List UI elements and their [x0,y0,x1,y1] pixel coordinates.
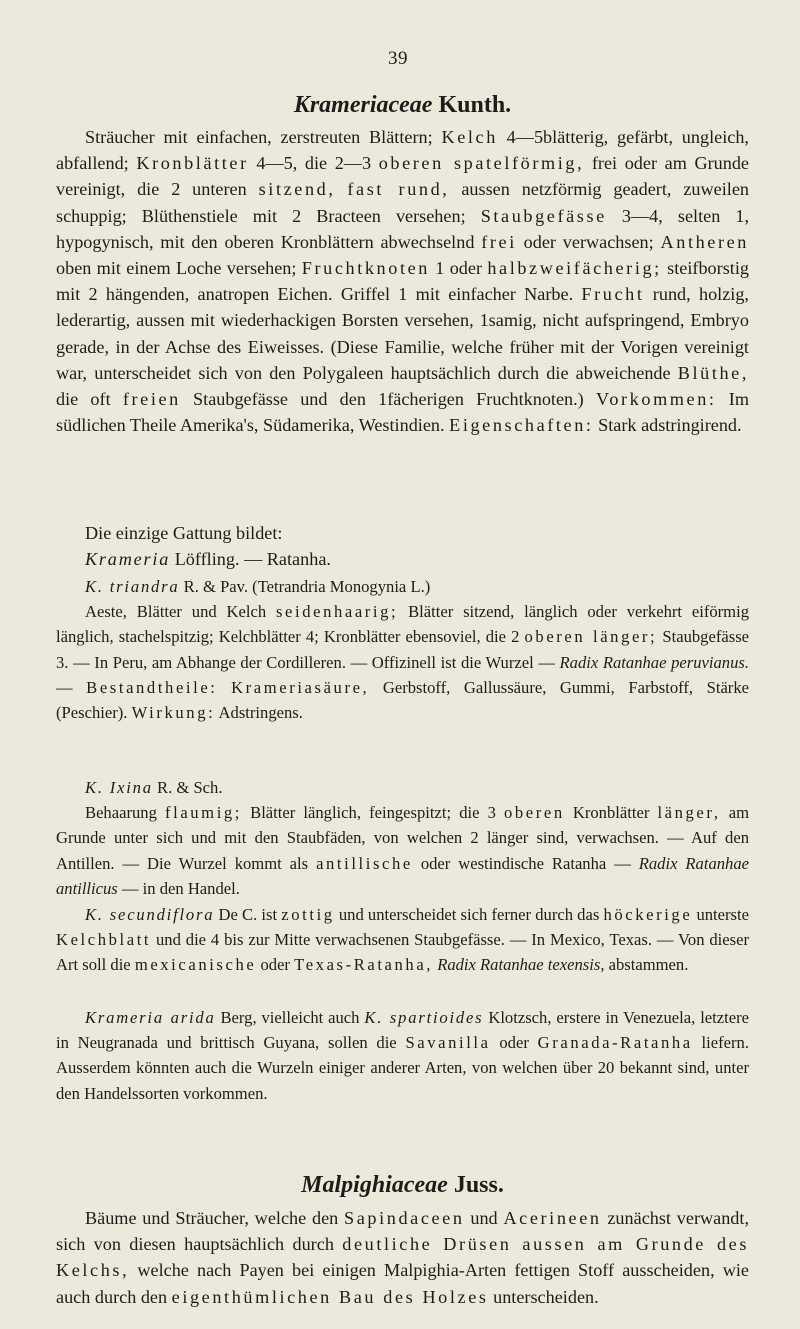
spaced-term: Sapindaceen [344,1208,465,1228]
spaced-term: freien [122,389,181,410]
text-span: — in den Handel. [117,878,240,898]
species-description-secundiflora [56,902,749,978]
species-description-arida [56,1005,749,1106]
species-author: R. & Pav. (Tetrandria Monogynia L.) [179,577,431,596]
spaced-term: länger, [657,803,721,823]
text-span: Blätter sitzend, länglich oder verkehrt eiförmig länglich, stachelspitzig; Kelchblätter 4; Kronblätter ebensoviel, die 2 [56,602,749,647]
text-span: unterste [692,905,749,924]
family-name: Krameriaceae [293,92,433,118]
spaced-term: seidenhaarig; [275,602,399,622]
genus-name: Krameria [85,549,171,570]
spaced-term: oberen länger; [524,627,658,647]
latin-drug-name: Radix Ratanhae antillicus [56,853,749,898]
text-span: Stark adstringirend. [593,415,742,436]
text-span: 4—5, die 2—3 [248,153,379,174]
text-span: Klotzsch, erstere in Venezuela, letztere in Neugranada und brittisch Guyana, sollen die [56,1008,750,1053]
spaced-term: Krameriasäure, [231,677,370,697]
genus-author: Löffling. — Ratanha. [170,549,331,570]
page-number: 39 [388,48,408,69]
species-description-ixina [56,800,749,901]
text-span: 3—4, selten 1, hypogynisch, mit den oberen Kronblättern abwechselnd [56,205,749,252]
text-span [335,179,347,199]
latin-drug-name: Radix Ratanhae texensis, [437,955,605,975]
section-krameriaceae [56,90,749,120]
spaced-term: Antheren [660,231,749,252]
text-span: Staubgefässe und den 1fächerigen Fruchtknoten.) [180,389,596,410]
text-span: Sträucher mit einfachen, zerstreuten Blättern; [85,127,442,147]
spaced-term: Texas-Ratanha, [294,955,434,975]
section-malpighiaceae [56,1170,749,1200]
text-span: und unterscheidet sich ferner durch das [334,905,604,924]
spaced-term: deutliche Drüsen aussen am Grunde des Kelchs, [56,1234,749,1281]
spaced-term: zottig [281,905,335,924]
text-span: oder [490,1033,538,1053]
species-name: K. secundiflora [85,905,215,924]
genus-intro: Die einzige Gattung bildet: [85,523,283,543]
species-heading-ixina [56,775,749,800]
spaced-term: Frucht [581,284,645,305]
spaced-term: oberen spatelförmig, [378,153,585,174]
species-ixina [56,775,749,901]
text-span: Berg, vielleicht auch [215,1008,365,1027]
spaced-term: Fruchtknoten [301,258,430,279]
text-span: Aeste, Blätter und Kelch [85,602,276,622]
spaced-term: Vorkommen: [595,389,717,410]
text-span [218,678,232,697]
spaced-term: mexicanische [134,955,257,975]
text-span: zunächst verwandt, sich von diesen hauptsächlich durch [56,1208,749,1255]
species-author: R. & Sch. [152,778,223,797]
species-triandra [56,574,749,725]
text-span: aussen netzförmig geadert, zuweilen schuppig; Blüthenstiele mit 2 Bracteen versehen; [56,179,749,226]
spaced-term: Acerineen [503,1208,602,1228]
text-span: unterscheiden. [488,1286,599,1307]
spaced-term: Granada-Ratanha [537,1033,693,1053]
species-name: K. spartioides [364,1008,484,1027]
text-span: oder westindische Ratanha — [412,853,639,873]
spaced-term: eigenthümlichen Bau des Holzes [171,1286,489,1307]
text-span: oder verwachsen; [516,231,661,252]
spaced-term: Kronblätter [136,153,249,174]
spaced-term: Staubgefässe [480,205,607,226]
family-description-paragraph [56,124,749,438]
text-span: steifborstig mit 2 hängenden, anatropen Eichen. Griffel 1 mit einfacher Narbe. [56,258,749,305]
malpighiaceae-description [56,1205,749,1310]
spaced-term: Savanilla [405,1033,491,1053]
text-span: Behaarung [85,803,165,823]
spaced-term: Kelchblatt [56,930,152,950]
latin-drug-name: Radix Ratanhae peruvianus. [559,652,749,672]
species-name: K. triandra [85,577,180,596]
text-span: Blätter länglich, feingespitzt; die 3 [242,803,504,823]
krameriaceae-heading [56,90,749,120]
family-description-paragraph [56,1205,749,1310]
text-span: Staubgefässe 3. — In Peru, am Abhange der Cordilleren. — Offizinell ist die Wurzel — [56,627,750,672]
text-span: oben mit einem Loche versehen; [56,258,302,279]
text-span: Adstringens. [215,703,303,723]
text-span: Bäume und Sträucher, welche den [85,1208,345,1228]
family-name: Malpighiaceae [301,1172,448,1198]
species-heading-triandra [56,574,749,599]
text-span: Gerbstoff, Gallussäure, Gummi, Farbstoff, Stärke (Peschier). [56,677,749,723]
spaced-term: Kelch [441,127,498,147]
text-span: Kronblätter [564,803,658,823]
krameriaceae-description [56,124,749,438]
spaced-term: frei [481,231,517,252]
spaced-term: halbzweifächerig; [487,258,662,279]
text-span: — [56,677,87,697]
text-span: welche nach Payen bei einigen Malpighia-Arten fettigen Stoff ausscheiden, wie auch durch den [56,1260,749,1307]
genus-block [56,520,749,572]
text-span: oder [256,955,295,975]
species-name: K. Ixina [85,778,153,797]
spaced-term: Wirkung: [131,703,216,723]
text-span: 4—5blätterig, gefärbt, ungleich, abfallend; [56,127,749,174]
malpighiaceae-heading [56,1170,749,1200]
text-span: und [464,1208,504,1228]
spaced-term: oberen [504,803,565,823]
genus-line [56,546,749,572]
text-span: Im südlichen Theile Amerika's, Südamerika, Westindien. [56,389,749,436]
spaced-term: sitzend, [258,179,336,200]
spaced-term: flaumig; [164,803,243,823]
text-span: frei oder am Grunde vereinigt, die 2 unteren [56,153,749,200]
spaced-term: Eigenschaften: [449,415,594,436]
text-span: die oft [56,389,123,410]
spaced-term: fast rund, [347,179,450,200]
species-arida [56,1005,749,1106]
species-description-triandra [56,599,749,725]
spaced-term: Bestandtheile: [86,677,218,697]
text-span: rund, holzig, lederartig, aussen mit wiederhackigen Borsten versehen, 1samig, nicht aufspringend, Embryo gerade, in der Achse des Eiweisses. (Diese Familie, welche früher mit der Vorigen vereinigt war, unterscheidet sich von den Polygaleen hauptsächlich durch die abweichende [56,284,749,383]
spaced-term: Blüthe, [677,362,749,383]
species-secundiflora [56,902,749,978]
text-span: 1 oder [429,258,488,279]
species-name: Krameria arida [85,1008,216,1027]
spaced-term: antillische [316,853,413,873]
family-author: Kunth. [438,92,512,118]
text-span: abstammen. [604,955,689,975]
text-span: De C. ist [214,905,282,924]
spaced-term: höckerige [603,905,693,924]
text-span: und die 4 bis zur Mitte verwachsenen Staubgefässe. — In Mexico, Texas. — Von dieser Art soll die [56,930,749,975]
text-span: liefern. Ausserdem könnten auch die Wurzeln einiger anderer Arten, von welchen über 20 bekannt sind, unter den Handelssorten vorkommen. [56,1033,749,1103]
text-span: am Grunde unter sich und mit den Staubfäden, von welchen 2 länger sind, verwachsen. — Auf den Antillen. — Die Wurzel kommt als [56,803,749,873]
family-author: Juss. [453,1172,504,1198]
